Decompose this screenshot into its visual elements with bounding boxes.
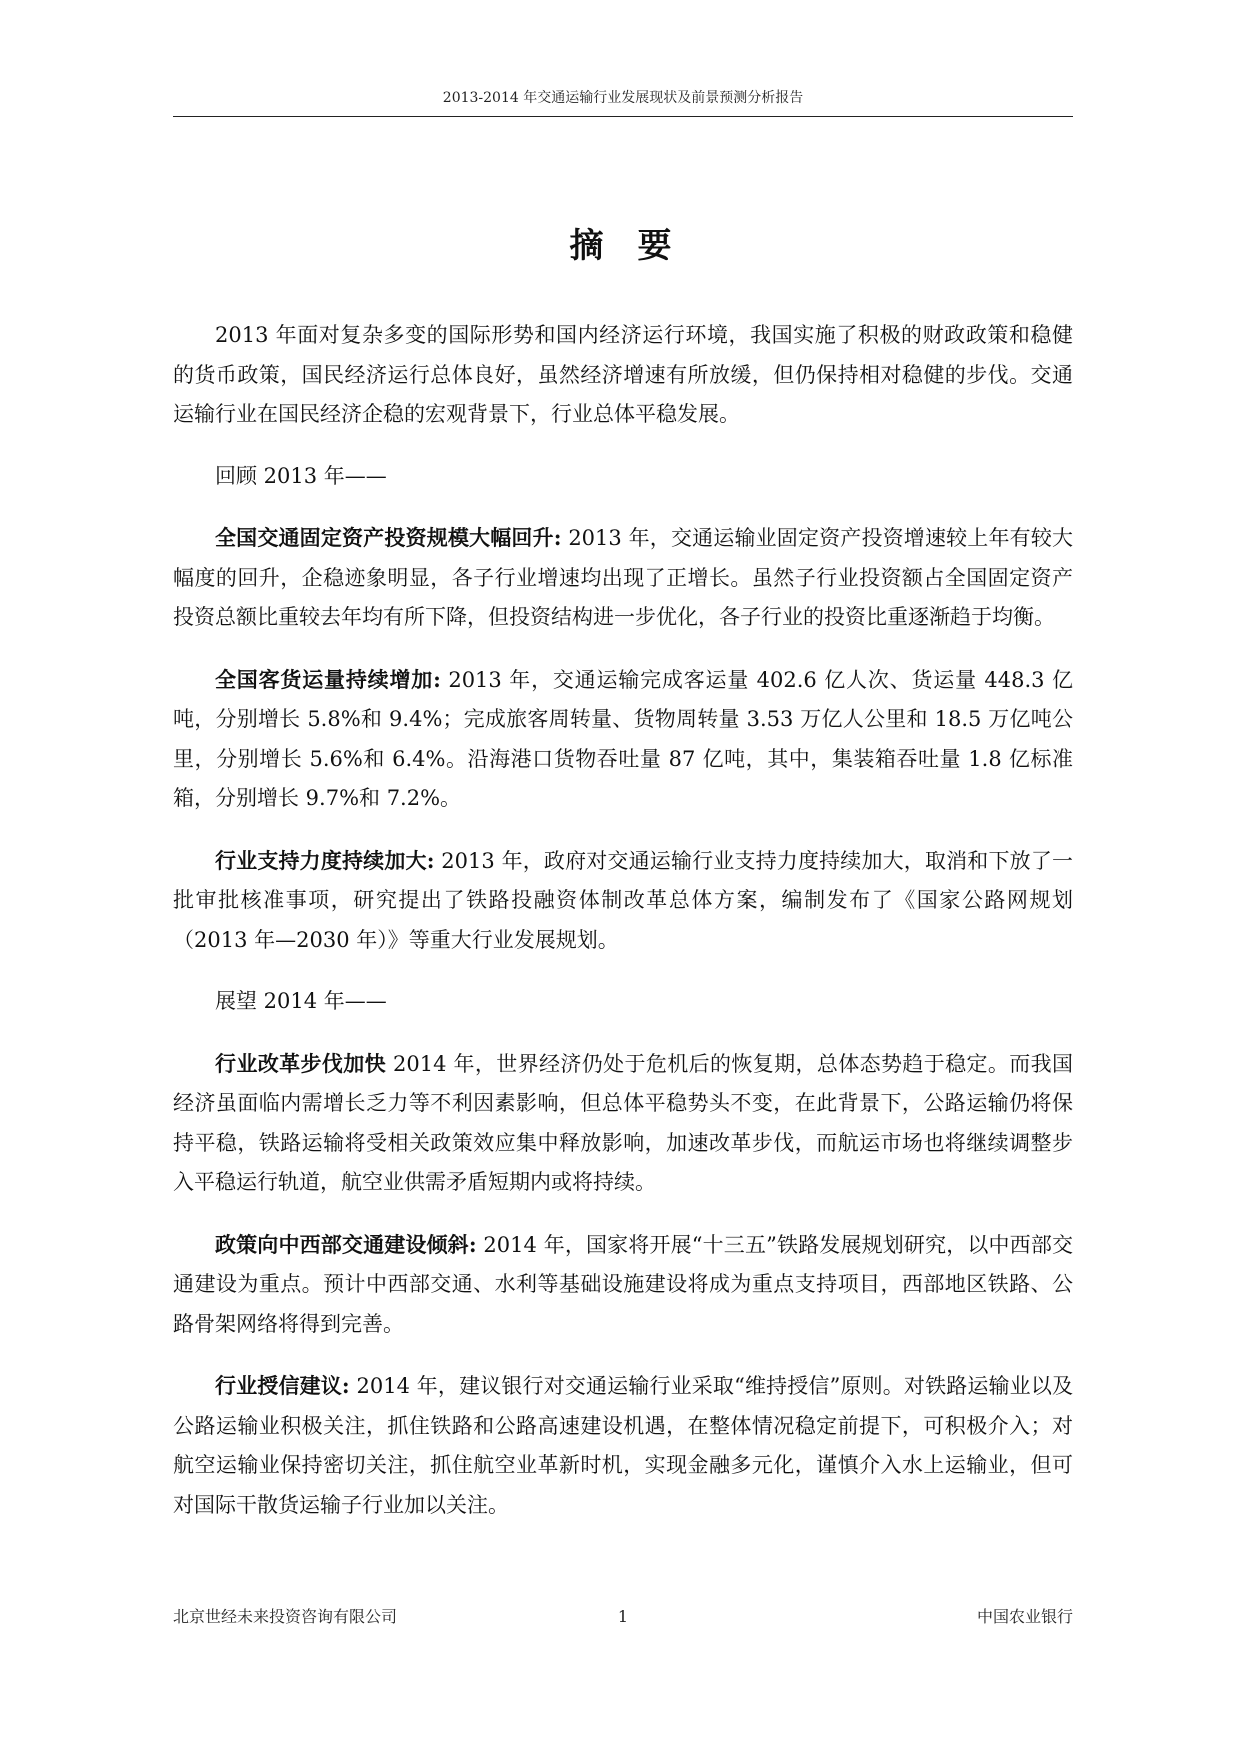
outlook-item-heading: 行业改革步伐加快: [215, 1050, 386, 1076]
review-paragraph-investment: [173, 518, 1073, 638]
outlook-paragraph-reform: [173, 1044, 1073, 1203]
page-title: 摘要: [569, 226, 706, 266]
review-paragraph-volume: [173, 660, 1073, 819]
review-heading: 回顾 2013 年——: [215, 463, 387, 488]
outlook-item-text: 2014 年，建议银行对交通运输行业采取“维持授信”原则。对铁路运输业以及公路运输业积极关注，抓住铁路和公路高速建设机遇，在整体情况稳定前提下，可积极介入；对航空运输业保持密切关注，抓住航空业革新时机，实现金融多元化，谨慎介入水上运输业，但可对国际干散货运输子行业加以关注。: [173, 1374, 1073, 1517]
review-item-heading: 行业支持力度持续加大:: [215, 847, 435, 873]
outlook-item-heading: 政策向中西部交通建设倾斜:: [215, 1231, 477, 1257]
page-header: [173, 80, 1073, 117]
intro-paragraph: 2013 年面对复杂多变的国际形势和国内经济运行环境，我国实施了积极的财政政策和稳健的货币政策，国民经济运行总体良好，虽然经济增速有所放缓，但仍保持相对稳健的步伐。交通运输行业在国民经济企稳的宏观背景下，行业总体平稳发展。: [173, 323, 1073, 426]
review-item-text: 2013 年，交通运输业固定资产投资增速较上年有较大幅度的回升，企稳迹象明显，各子行业增速均出现了正增长。虽然子行业投资额占全国固定资产投资总额比重较去年均有所下降，但投资结构进一步优化，各子行业的投资比重逐渐趋于均衡。: [173, 526, 1073, 629]
footer-company: 北京世经未来投资咨询有限公司: [173, 1607, 398, 1626]
page-number: 1: [617, 1607, 629, 1626]
review-item-text: 2013 年，政府对交通运输行业支持力度持续加大，取消和下放了一批审批核准事项，研究提出了铁路投融资体制改革总体方案，编制发布了《国家公路网规划（2013 年—2030 年）》等重大行业发展规划。: [173, 848, 1073, 952]
outlook-item-heading: 行业授信建议:: [215, 1373, 350, 1398]
outlook-paragraph-policy: [173, 1225, 1073, 1345]
review-paragraph-support: [173, 841, 1073, 961]
review-item-heading: 全国客货运量持续增加:: [215, 666, 441, 692]
page-footer: [173, 1602, 1073, 1632]
outlook-item-text: 2014 年，国家将开展“十三五”铁路发展规划研究，以中西部交通建设为重点。预计中西部交通、水利等基础设施建设将成为重点支持项目，西部地区铁路、公路骨架网络将得到完善。: [173, 1232, 1073, 1336]
header-title: 2013-2014 年交通运输行业发展现状及前景预测分析报告: [442, 90, 804, 106]
outlook-paragraph-credit: [173, 1366, 1073, 1525]
outlook-item-text: 2014 年，世界经济仍处于危机后的恢复期，总体态势趋于稳定。而我国经济虽面临内需增长乏力等不利因素影响，但总体平稳势头不变，在此背景下，公路运输仍将保持平稳，铁路运输将受相关政策效应集中释放影响，加速改革步伐，而航运市场也将继续调整步入平稳运行轨道，航空业供需矛盾短期内或将持续。: [173, 1051, 1074, 1194]
outlook-heading: 展望 2014 年——: [215, 989, 387, 1013]
review-item-heading: 全国交通固定资产投资规模大幅回升:: [215, 525, 562, 550]
document-body: [173, 316, 1073, 1547]
footer-bank: 中国农业银行: [976, 1607, 1073, 1626]
review-item-text: 2013 年，交通运输完成客运量 402.6 亿人次、货运量 448.3 亿吨，分别增长 5.8%和 9.4%；完成旅客周转量、货物周转量 3.53 万亿人公里和 18.5 万亿吨公里，分别增长 5.6%和 6.4%。沿海港口货物吞吐量 87 亿吨，其中，集装箱吞吐量 1.8 亿标准箱，分别增长 9.7%和 7.2%。: [173, 667, 1073, 810]
